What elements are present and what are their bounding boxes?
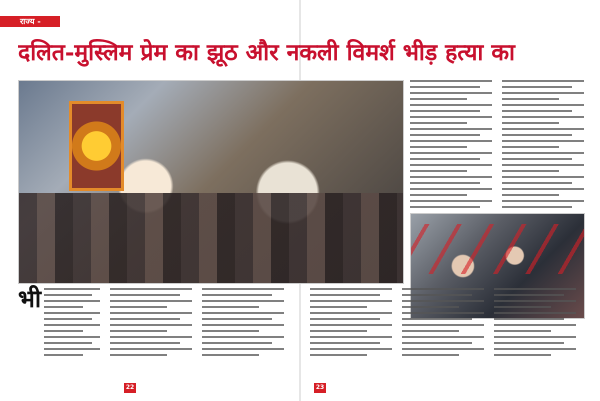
text-line	[310, 330, 367, 332]
text-line	[310, 318, 380, 320]
text-line	[202, 354, 259, 356]
text-line	[310, 324, 392, 326]
left-lower-col-1	[44, 288, 100, 360]
left-lower-col-3	[202, 288, 284, 360]
text-line	[410, 170, 467, 172]
text-line	[502, 158, 572, 160]
text-line	[202, 336, 284, 338]
text-line	[494, 324, 576, 326]
text-line	[502, 206, 572, 208]
text-line	[410, 158, 480, 160]
text-line	[44, 294, 92, 296]
text-line	[110, 318, 180, 320]
text-line	[110, 354, 167, 356]
text-line	[502, 110, 572, 112]
text-line	[494, 342, 564, 344]
text-line	[110, 312, 192, 314]
text-line	[110, 300, 192, 302]
text-line	[410, 200, 492, 202]
text-line	[202, 294, 272, 296]
text-line	[402, 312, 484, 314]
crowd-illustration	[19, 193, 403, 283]
text-line	[502, 86, 572, 88]
headline: दलित-मुस्लिम प्रेम का झूठ और नकली विमर्श भीड़ हत्या का	[18, 39, 515, 66]
text-line	[44, 306, 83, 308]
text-line	[110, 306, 167, 308]
text-line	[502, 176, 584, 178]
right-lower-col-3	[494, 288, 576, 360]
text-line	[310, 348, 392, 350]
text-line	[310, 312, 392, 314]
text-line	[410, 98, 467, 100]
left-footer	[120, 383, 280, 393]
text-line	[310, 342, 380, 344]
text-line	[402, 300, 484, 302]
text-line	[410, 194, 467, 196]
text-line	[502, 92, 584, 94]
text-line	[202, 348, 284, 350]
text-line	[310, 300, 392, 302]
text-line	[44, 324, 100, 326]
right-text-column-2	[502, 80, 584, 212]
text-line	[44, 348, 100, 350]
text-line	[410, 128, 492, 130]
flags-illustration	[411, 224, 584, 274]
text-line	[202, 312, 284, 314]
text-line	[494, 318, 564, 320]
text-line	[110, 336, 192, 338]
text-line	[44, 300, 100, 302]
text-line	[402, 294, 472, 296]
right-lower-col-1	[310, 288, 392, 360]
text-line	[502, 128, 584, 130]
text-line	[110, 342, 180, 344]
text-line	[310, 306, 367, 308]
lead-photo	[18, 80, 404, 284]
text-line	[402, 306, 459, 308]
text-line	[202, 288, 284, 290]
text-line	[402, 288, 484, 290]
left-lower-col-2	[110, 288, 192, 360]
text-line	[410, 206, 480, 208]
text-line	[502, 170, 559, 172]
text-line	[494, 348, 576, 350]
text-line	[494, 288, 576, 290]
text-line	[494, 312, 576, 314]
text-line	[310, 354, 367, 356]
text-line	[410, 134, 480, 136]
text-line	[502, 134, 572, 136]
text-line	[502, 194, 559, 196]
text-line	[402, 318, 472, 320]
text-line	[410, 116, 492, 118]
portrait-frame	[69, 101, 124, 191]
text-line	[310, 294, 380, 296]
dropcap: भी	[18, 284, 42, 313]
text-line	[110, 288, 192, 290]
text-line	[502, 98, 559, 100]
text-line	[44, 318, 92, 320]
text-line	[494, 294, 564, 296]
text-line	[202, 342, 272, 344]
text-line	[402, 342, 472, 344]
page-number-badge-left: 22	[125, 384, 135, 391]
page-number-badge-right: 23	[315, 384, 325, 391]
text-line	[110, 330, 167, 332]
text-line	[110, 348, 192, 350]
text-line	[310, 336, 392, 338]
right-lower-col-2	[402, 288, 484, 360]
text-line	[202, 300, 284, 302]
text-line	[494, 300, 576, 302]
text-line	[494, 354, 551, 356]
text-line	[502, 80, 584, 82]
section-label: राज्य - कर्नाटक	[0, 16, 60, 27]
text-line	[110, 294, 180, 296]
text-line	[202, 330, 259, 332]
text-line	[410, 152, 492, 154]
text-line	[202, 318, 272, 320]
right-footer	[310, 383, 480, 393]
text-line	[494, 306, 551, 308]
text-line	[410, 182, 480, 184]
text-line	[410, 164, 492, 166]
text-line	[410, 92, 492, 94]
text-line	[502, 140, 584, 142]
text-line	[402, 330, 459, 332]
text-line	[410, 80, 492, 82]
text-line	[44, 312, 100, 314]
text-line	[410, 146, 467, 148]
text-line	[202, 324, 284, 326]
text-line	[44, 336, 100, 338]
text-line	[502, 200, 584, 202]
right-text-column-1	[410, 80, 492, 212]
text-line	[402, 354, 459, 356]
text-line	[410, 122, 467, 124]
text-line	[202, 306, 259, 308]
text-line	[310, 288, 392, 290]
text-line	[410, 140, 492, 142]
text-line	[44, 342, 92, 344]
text-line	[44, 354, 83, 356]
text-line	[410, 86, 480, 88]
text-line	[110, 324, 192, 326]
text-line	[410, 104, 492, 106]
text-line	[502, 104, 584, 106]
text-line	[494, 336, 576, 338]
text-line	[410, 110, 480, 112]
text-line	[502, 116, 584, 118]
text-line	[502, 146, 559, 148]
text-line	[502, 152, 584, 154]
text-line	[402, 324, 484, 326]
text-line	[502, 164, 584, 166]
left-page-lower-text	[18, 284, 288, 380]
text-line	[44, 288, 100, 290]
text-line	[502, 182, 572, 184]
text-line	[402, 348, 484, 350]
text-line	[494, 330, 551, 332]
text-line	[402, 336, 484, 338]
text-line	[410, 176, 492, 178]
text-line	[502, 188, 584, 190]
right-page-lower-text	[310, 288, 585, 380]
text-line	[410, 188, 492, 190]
text-line	[44, 330, 83, 332]
text-line	[502, 122, 559, 124]
